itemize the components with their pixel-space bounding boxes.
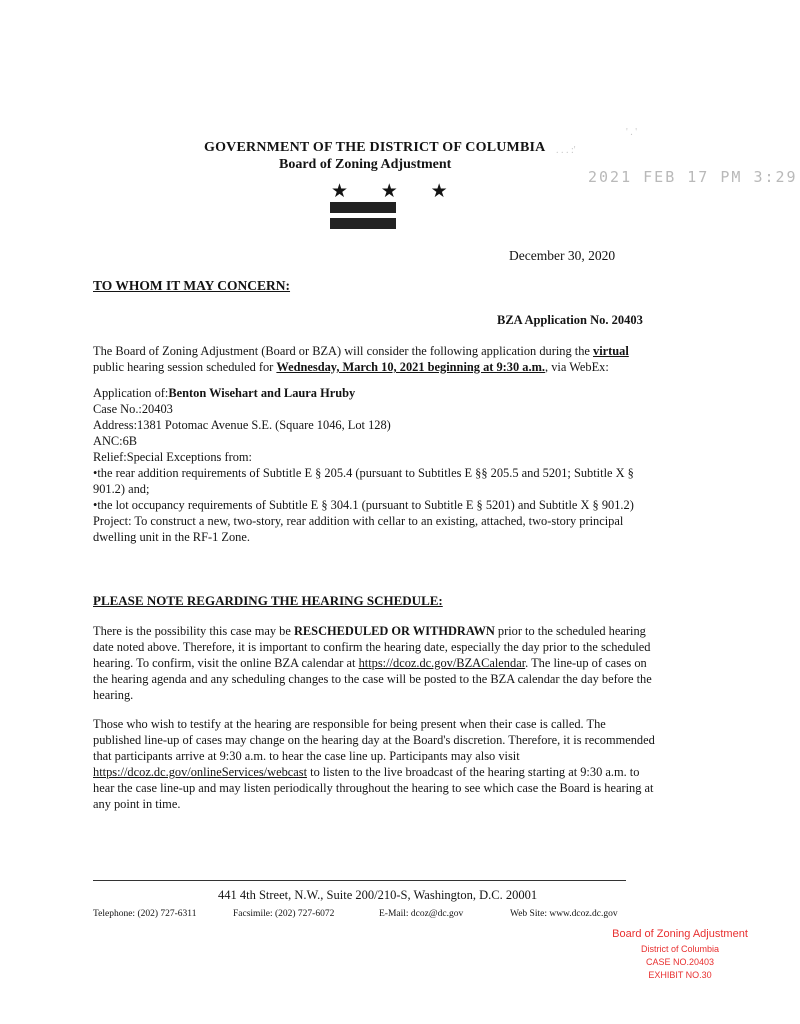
footer-address: 441 4th Street, N.W., Suite 200/210-S, Washington, D.C. 20001	[218, 888, 538, 902]
intro-paragraph: The Board of Zoning Adjustment (Board or BZA) will consider the following application during the virtual public hearing session scheduled for Wednesday, March 10, 2021 beginning at 9:30 a.m., via WebEx:	[93, 344, 629, 374]
footer-telephone: Telephone: (202) 727-6311	[93, 909, 197, 919]
reschedule-paragraph: There is the possibility this case may be RESCHEDULED OR WITHDRAWN prior to the scheduled hearing date noted above. Therefore, it is important to confirm the hearing date, especially the day prior to the scheduled hearing. To confirm, visit the online BZA calendar at https://dcoz.dc.gov/BZACalendar. The line-up of cases on the hearing agenda and any scheduling changes to the case will be posted to the BZA calendar the day before the hearing.	[93, 624, 652, 702]
anc: ANC:6B	[93, 434, 138, 448]
hearing-schedule-heading: PLEASE NOTE REGARDING THE HEARING SCHEDULE:	[93, 593, 443, 608]
dc-flag-stars: ★ ★ ★	[331, 181, 462, 202]
relief-item: •the rear addition requirements of Subtitle E § 205.4 (pursuant to Subtitles E §§ 205.5 and 5201; Subtitle X § 901.2) and;	[93, 466, 634, 496]
scan-smudge: ' . '	[626, 127, 638, 138]
footer-divider	[93, 880, 626, 881]
agency-heading: GOVERNMENT OF THE DISTRICT OF COLUMBIA	[204, 140, 546, 155]
relief-heading: Relief:Special Exceptions from:	[93, 450, 252, 464]
exhibit-district-label: District of Columbia	[640, 944, 720, 954]
footer-facsimile: Facsimile: (202) 727-6072	[233, 909, 335, 919]
relief-item: •the lot occupancy requirements of Subtitle E § 304.1 (pursuant to Subtitle E § 5201) and Subtitle X § 901.2)	[93, 498, 634, 512]
application-details	[93, 385, 658, 545]
bza-calendar-link[interactable]: https://dcoz.dc.gov/BZACalendar	[358, 656, 526, 670]
project-description: Project: To construct a new, two-story, rear addition with cellar to an existing, attached, two-story principal dwelling unit in the RF-1 Zone.	[93, 514, 624, 544]
letter-date: December 30, 2020	[509, 248, 616, 263]
property-address: Address:1381 Potomac Avenue S.E. (Square 1046, Lot 128)	[93, 418, 391, 432]
testify-paragraph: Those who wish to testify at the hearing are responsible for being present when their case is called. The published line-up of cases may change on the hearing day at the Board's discretion. Therefore, it is recommended that participants arrive at 9:30 a.m. to hear the case line up. Participants may also visit https://dcoz.dc.gov/onlineServices/webcast to listen to the live broadcast of the hearing starting at 9:30 a.m. to hear the case line-up and may listen periodically throughout the hearing to see which case the Board is hearing at any point in time.	[93, 717, 655, 811]
dc-flag-bar	[330, 218, 396, 229]
webcast-link[interactable]: https://dcoz.dc.gov/onlineServices/webcast	[93, 765, 308, 779]
applicant-line: Application of:Benton Wisehart and Laura Hruby	[93, 386, 356, 400]
footer-email: E-Mail: dcoz@dc.gov	[379, 909, 464, 919]
received-stamp: 2021 FEB 17 PM 3:29	[588, 168, 798, 186]
board-heading: Board of Zoning Adjustment	[279, 157, 452, 172]
exhibit-number: EXHIBIT NO.30	[648, 970, 712, 980]
dc-flag-bar	[330, 202, 396, 213]
scan-smudge: . . . :'	[556, 145, 576, 156]
application-number: BZA Application No. 20403	[497, 313, 643, 327]
case-number: Case No.:20403	[93, 402, 173, 416]
footer-website: Web Site: www.dcoz.dc.gov	[510, 909, 618, 919]
exhibit-case-number: CASE NO.20403	[645, 957, 715, 967]
salutation: TO WHOM IT MAY CONCERN:	[93, 278, 291, 293]
exhibit-board-label: Board of Zoning Adjustment	[612, 928, 748, 940]
